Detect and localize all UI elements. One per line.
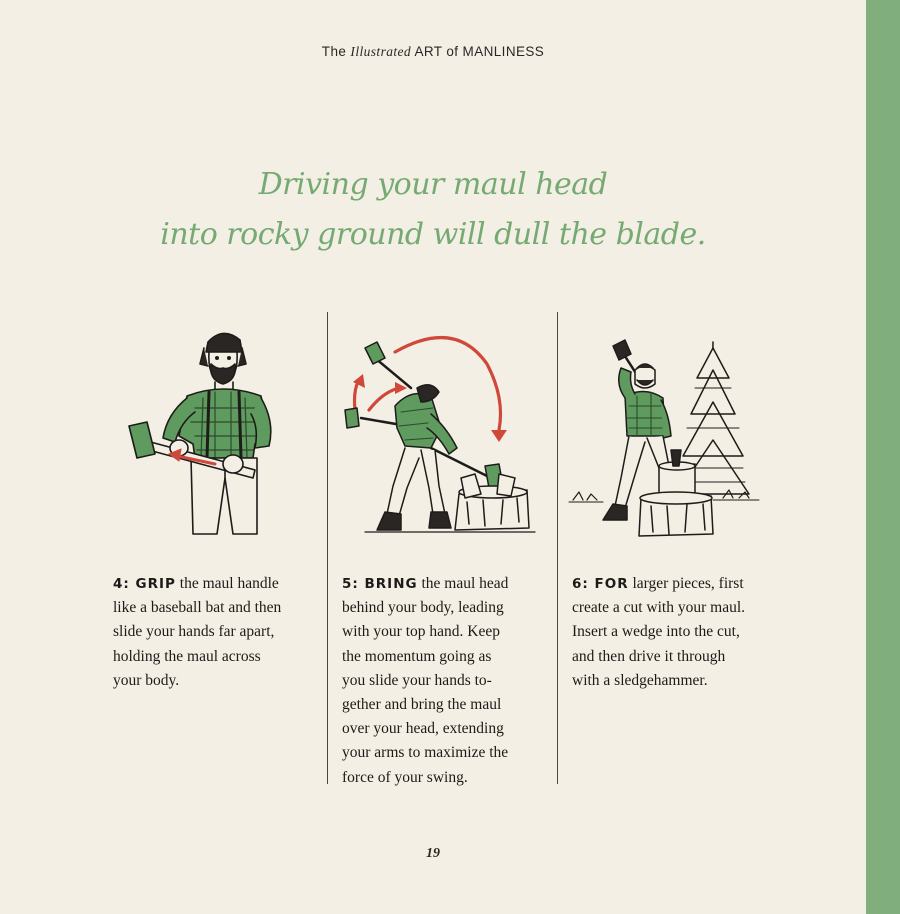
step-6-label: 6: FOR	[572, 576, 629, 592]
man-swinging-maul-illustration	[335, 318, 555, 548]
running-head-pre: The	[321, 44, 351, 59]
step-5-text-line: you slide your hands to-	[342, 671, 492, 689]
column-divider	[327, 312, 328, 784]
step-5-text-line: behind your body, leading	[342, 599, 504, 617]
step-5-text-line: over your head, extending	[342, 720, 504, 738]
green-side-stripe	[866, 0, 900, 914]
running-head	[0, 44, 866, 60]
step-4-text-line: holding the maul across	[113, 647, 261, 665]
step-6-text-line: with a sledgehammer.	[572, 671, 708, 689]
step-6-text	[572, 572, 780, 693]
pull-quote-line-2: into rocky ground will dull the blade.	[160, 217, 706, 252]
step-4-label: 4: GRIP	[113, 576, 176, 592]
step-4-text-line: slide your hands far apart,	[113, 623, 275, 641]
man-gripping-maul-illustration	[105, 318, 325, 548]
step-6-line-1	[572, 572, 780, 596]
column-divider	[557, 312, 558, 784]
step-4-text	[113, 572, 321, 693]
step-4-text-line: the maul handle	[175, 575, 279, 592]
man-with-sledgehammer-and-wedge-illustration	[563, 318, 783, 548]
running-head-italic: Illustrated	[350, 44, 412, 59]
step-5-line-1	[342, 572, 550, 596]
step-5-text-line: force of your swing.	[342, 768, 468, 786]
step-5-text-line: the momentum going as	[342, 647, 492, 665]
step-6-text-line: Insert a wedge into the cut,	[572, 623, 740, 641]
step-6-text-line: create a cut with your maul.	[572, 599, 746, 617]
step-5-label: 5: BRING	[342, 576, 418, 592]
pull-quote	[0, 160, 866, 260]
step-5-text-line: with your top hand. Keep	[342, 623, 500, 641]
step-4-text-line: like a baseball bat and then	[113, 599, 282, 617]
step-5-text-line: gether and bring the maul	[342, 696, 502, 714]
running-head-post: ART of MANLINESS	[411, 44, 545, 59]
step-6-text-line: and then drive it through	[572, 647, 726, 665]
step-5-text-line: the maul head	[417, 575, 509, 592]
step-5-text-line: your arms to maximize the	[342, 744, 509, 762]
step-6-text-line: larger pieces, first	[628, 575, 744, 592]
pull-quote-line-1: Driving your maul head	[258, 167, 608, 202]
step-5-text	[342, 572, 550, 790]
step-4-line-1	[113, 572, 321, 596]
page-number: 19	[426, 846, 440, 861]
step-4-text-line: your body.	[113, 671, 180, 689]
